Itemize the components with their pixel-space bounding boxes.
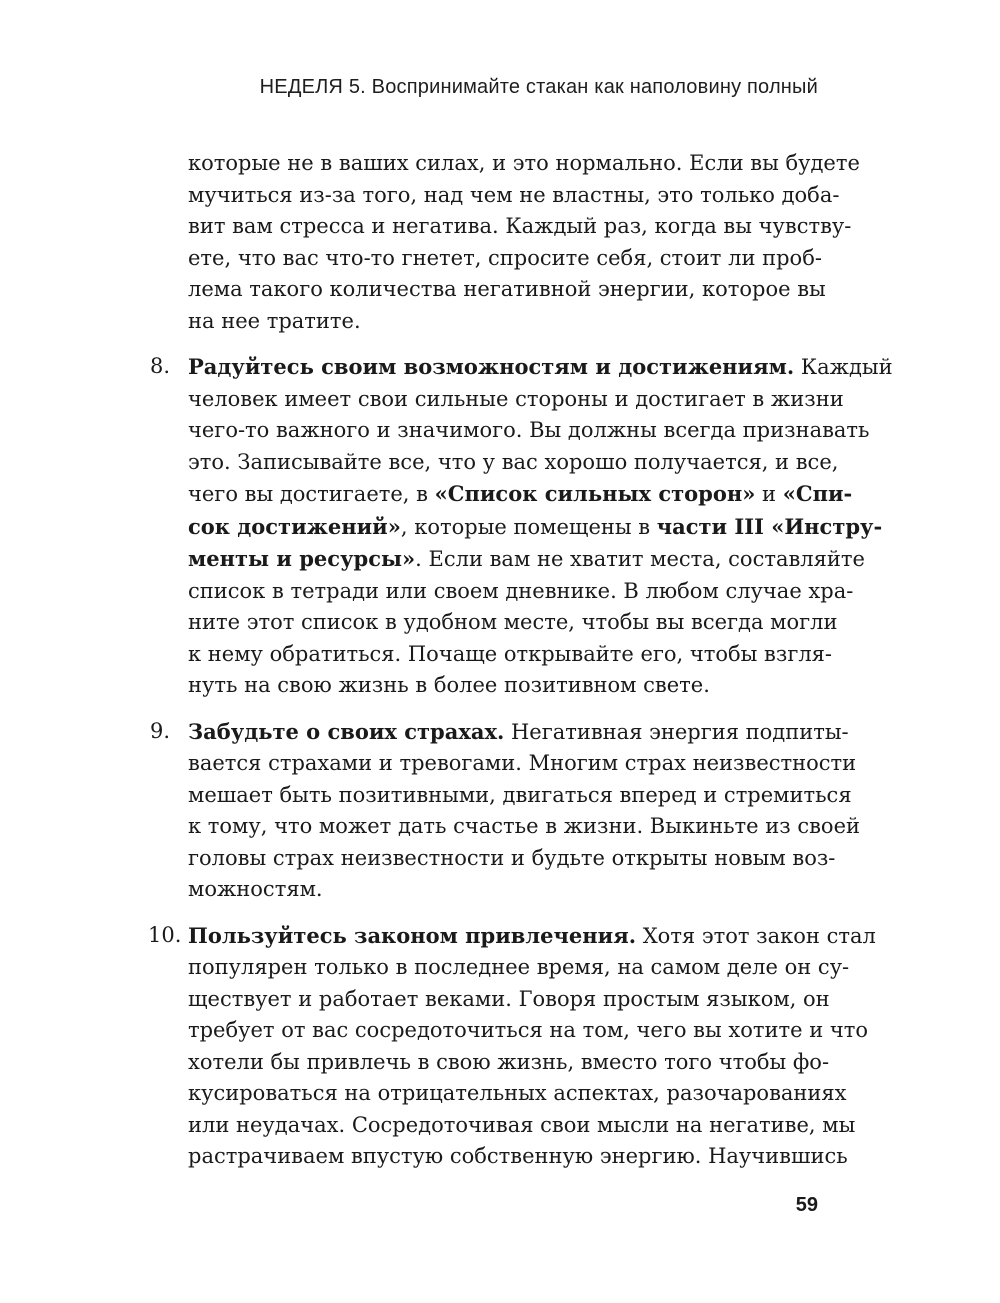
- bold-reference: менты и ресурсы»: [188, 546, 416, 571]
- list-item-10: [148, 920, 876, 1173]
- text-line: на нее тратите.: [188, 308, 361, 333]
- bold-reference: «Список сильных сторон»: [434, 481, 756, 506]
- continuation-paragraph: [188, 148, 860, 337]
- text-line: сок достижений», которые помещены в части III «Инстру-: [188, 513, 883, 539]
- text-line: кусироваться на отрицательных аспектах, разочарованиях: [188, 1081, 847, 1105]
- text-line: чего-то важного и значимого. Вы должны всегда признавать: [188, 418, 870, 442]
- text-line: можностям.: [188, 877, 323, 901]
- item-heading: Радуйтесь своим возможностям и достижениям.: [188, 354, 795, 379]
- text-line: растрачиваем впустую собственную энергию. Научившись: [188, 1144, 848, 1168]
- page-number: 59: [795, 1194, 818, 1216]
- bold-reference: «Спи-: [782, 481, 853, 506]
- text-line: хотели бы привлечь в свою жизнь, вместо того чтобы фо-: [188, 1049, 830, 1074]
- list-item-number: 9.: [150, 718, 171, 743]
- text-line: лема такого количества негативной энергии, которое вы: [188, 277, 826, 301]
- body-text: [148, 148, 893, 1173]
- list-item-8: [150, 351, 893, 702]
- text-line: это. Записывайте все, что у вас хорошо получается, и все,: [188, 449, 839, 474]
- text-line: нуть на свою жизнь в более позитивном свете.: [188, 673, 710, 697]
- text-line: чего вы достигаете, в «Список сильных сторон» и «Спи-: [188, 481, 853, 506]
- text-line: головы страх неизвестности и будьте открыты новым воз-: [188, 845, 836, 870]
- text-line: ните этот список в удобном месте, чтобы вы всегда могли: [188, 610, 838, 634]
- list-item-9: [150, 716, 860, 906]
- text-line: вит вам стресса и негатива. Каждый раз, когда вы чувству-: [188, 214, 852, 238]
- item-heading: Пользуйтесь законом привлечения.: [188, 922, 637, 948]
- text-line: Пользуйтесь законом привлечения. Хотя этот закон стал: [188, 922, 876, 948]
- text-line: человек имеет свои сильные стороны и достигает в жизни: [188, 386, 844, 411]
- running-header: НЕДЕЛЯ 5. Воспринимайте стакан как наполовину полный: [259, 76, 818, 98]
- text-line: мучиться из-за того, над чем не властны, это только доба-: [188, 182, 840, 207]
- text-line: к нему обратиться. Почаще открывайте его, чтобы взгля-: [188, 641, 833, 666]
- text-line: популярен только в последнее время, на самом деле он су-: [188, 955, 850, 979]
- text-line: вается страхами и тревогами. Многим страх неизвестности: [188, 751, 857, 775]
- text-line: Радуйтесь своим возможностям и достижениям. Каждый: [188, 354, 893, 379]
- text-line: ете, что вас что-то гнетет, спросите себя, стоит ли проб-: [188, 245, 822, 270]
- bold-reference: сок достижений»: [188, 513, 401, 539]
- text-line: менты и ресурсы». Если вам не хватит места, составляйте: [188, 546, 865, 571]
- text-line: к тому, что может дать счастье в жизни. Выкиньте из своей: [188, 814, 860, 838]
- bold-reference: части III «Инстру-: [656, 513, 883, 539]
- list-item-number: 8.: [150, 354, 171, 378]
- text-line: которые не в ваших силах, и это нормально. Если вы будете: [188, 151, 860, 175]
- list-item-number: 10.: [148, 922, 182, 947]
- text-line: требует от вас сосредоточиться на том, чего вы хотите и что: [188, 1018, 869, 1042]
- text-line: ществует и работает веками. Говоря простым языком, он: [188, 986, 830, 1011]
- text-line: или неудачах. Сосредоточивая свои мысли на негативе, мы: [188, 1112, 856, 1137]
- item-heading: Забудьте о своих страхах.: [188, 718, 505, 744]
- text-line: Забудьте о своих страхах. Негативная энергия подпиты-: [188, 718, 849, 744]
- text-line: мешает быть позитивными, двигаться вперед и стремиться: [188, 782, 852, 807]
- text-line: список в тетради или своем дневнике. В любом случае хра-: [188, 578, 854, 603]
